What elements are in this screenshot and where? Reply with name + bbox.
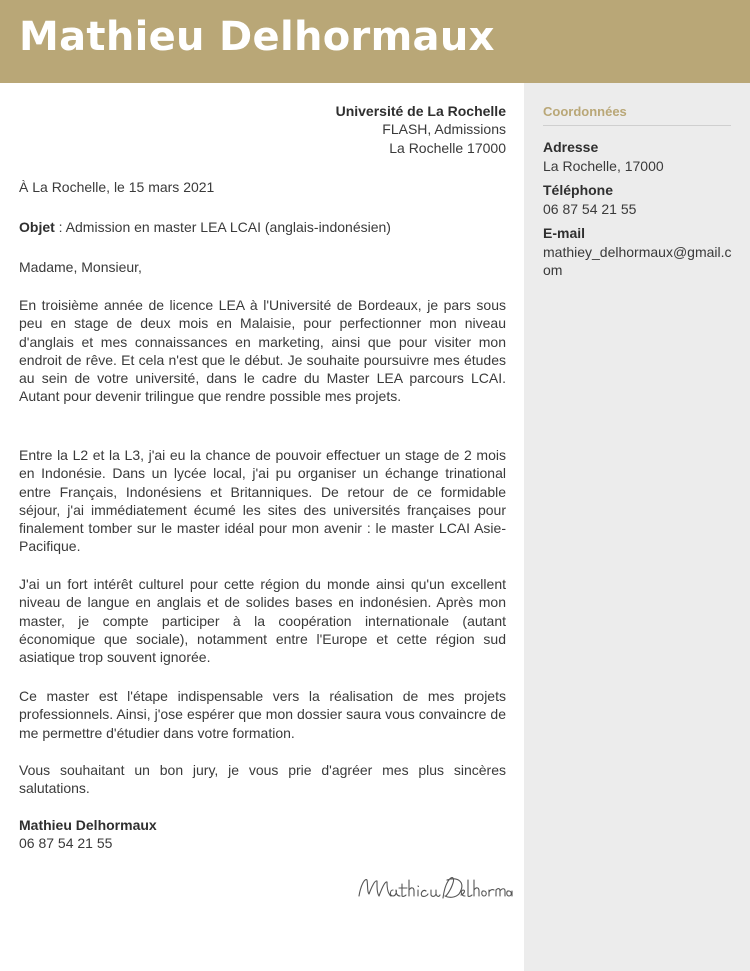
email-value[interactable]: mathiey_delhormaux@gmail.com [543,244,732,278]
recipient-city: La Rochelle 17000 [389,139,506,156]
subject-text: : Admission en master LEA LCAI (anglais-indonésien) [54,219,391,235]
letter-salutation: Madame, Monsieur, [19,259,142,275]
body-paragraph: Ce master est l'étape indispensable vers la réalisation de mes projets professionnels. Ainsi, j'ose espérer que mon dossier saura vous convaincre de me permettre d'étudier dans votre formation. [19,688,506,741]
letter-date: À La Rochelle, le 15 mars 2021 [19,179,215,195]
body-paragraph: Entre la L2 et la L3, j'ai eu la chance de pouvoir effectuer un stage de 2 mois en Indonésie. Dans un lycée local, j'ai pu organiser un échange trinational entre Français, Indonésiens et Britanniques. De retour de ce formidable séjour, j'ai immédiatement écumé les sites des universités françaises pour finalement tomber sur le master idéal pour mon avenir : le master LCAI Asie-Pacifique. [19,447,506,555]
section-divider [543,125,731,126]
closing-phone: 06 87 54 21 55 [19,835,113,851]
author-name: Mathieu Delhormaux [19,14,495,60]
body-paragraph: J'ai un fort intérêt culturel pour cette région du monde ainsi qu'un excellent niveau de langue en anglais et de solides bases en indonésien. Après mon master, je compte participer à la coopération internationale (autant économique que sociale), notamment entre l'Europe et cette région sud asiatique trop souvent ignorée. [19,576,506,666]
letter-subject [19,218,506,236]
body-paragraph: En troisième année de licence LEA à l'Université de Bordeaux, je pars sous peu en stage de deux mois en Malaisie, pour perfectionner mon niveau d'anglais et mes connaissances en marketing, ainsi que pour visiter mon endroit de rêve. Et cela n'est que le début. Je souhaite poursuivre mes études au sein de votre université, dans le cadre du Master LEA parcours LCAI. Autant pour devenir trilingue que rendre possible mes projets. [19,297,506,405]
phone-label: Téléphone [543,182,614,198]
recipient-block [336,102,506,157]
handwritten-signature [355,866,515,916]
address-label: Adresse [543,139,599,155]
closing-name: Mathieu Delhormaux [19,817,157,833]
subject-label: Objet [19,219,55,235]
contact-section-title: Coordonnées [543,104,627,119]
address-value: La Rochelle, 17000 [543,158,664,174]
email-label: E-mail [543,225,586,241]
phone-value: 06 87 54 21 55 [543,201,637,217]
header-banner [0,0,750,83]
recipient-department: FLASH, Admissions [382,121,506,138]
body-paragraph: Vous souhaitant un bon jury, je vous prie d'agréer mes plus sincères salutations. [19,762,506,797]
recipient-institution: Université de La Rochelle [335,103,506,119]
contact-sidebar [524,83,750,971]
